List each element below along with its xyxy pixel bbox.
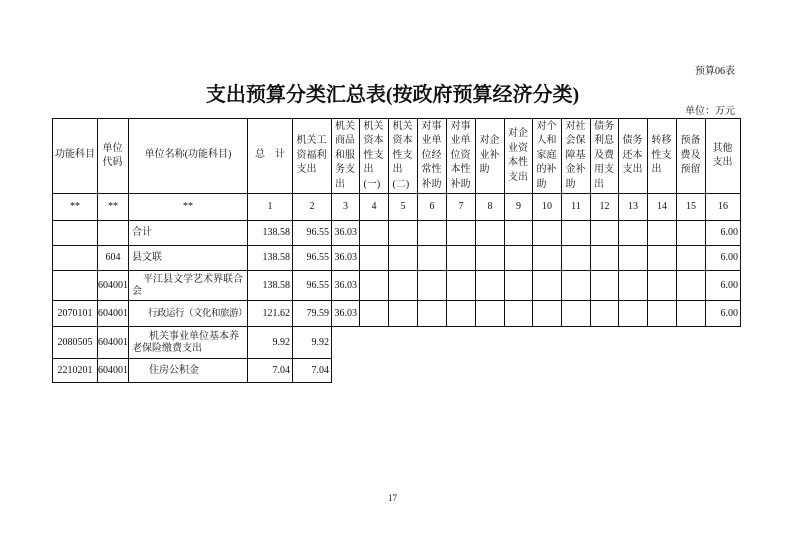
cell-empty bbox=[476, 221, 505, 246]
header-household-subsidy-label: 对个人和家庭的补助 bbox=[536, 120, 557, 190]
cell-blank bbox=[360, 359, 389, 383]
index-cell: 15 bbox=[677, 194, 706, 221]
header-func-code bbox=[53, 119, 98, 194]
cell-agency-goods-services: 36.03 bbox=[332, 246, 360, 271]
header-enterprise-subsidy-label: 对企业补助 bbox=[479, 135, 500, 176]
table-number: 预算06表 bbox=[695, 66, 735, 77]
cell-func-code bbox=[53, 271, 98, 301]
header-enterprise-capital bbox=[505, 119, 533, 194]
index-cell: 13 bbox=[619, 194, 648, 221]
cell-blank bbox=[418, 327, 447, 359]
table-row bbox=[53, 359, 741, 383]
cell-empty bbox=[447, 221, 476, 246]
cell-empty bbox=[505, 221, 533, 246]
header-agency-capital-1 bbox=[360, 119, 389, 194]
header-other-label: 其他支出 bbox=[712, 142, 733, 168]
cell-empty bbox=[447, 246, 476, 271]
cell-agency-goods-services: 36.03 bbox=[332, 301, 360, 327]
index-cell: ** bbox=[98, 194, 129, 221]
unit-label: 单位：万元 bbox=[685, 106, 735, 117]
cell-unit-code bbox=[98, 221, 129, 246]
cell-agency-wages-welfare: 79.59 bbox=[293, 301, 332, 327]
cell-empty bbox=[476, 246, 505, 271]
cell-total: 138.58 bbox=[248, 221, 293, 246]
header-transfer-label: 转移性支出 bbox=[651, 135, 672, 176]
cell-unit-name: 合计 bbox=[129, 221, 248, 246]
cell-unit-name: 平江县文学艺术界联合会 bbox=[129, 271, 248, 301]
cell-blank bbox=[533, 359, 562, 383]
table-row bbox=[53, 271, 741, 301]
header-unit-name-label: 单位名称(功能科目) bbox=[144, 149, 232, 161]
cell-func-code: 2210201 bbox=[53, 359, 98, 383]
header-agency-capital-2 bbox=[389, 119, 418, 194]
cell-func-code: 2080505 bbox=[53, 327, 98, 359]
cell-other: 6.00 bbox=[706, 301, 741, 327]
cell-empty bbox=[591, 271, 619, 301]
header-enterprise-subsidy bbox=[476, 119, 505, 194]
index-cell: 4 bbox=[360, 194, 389, 221]
cell-unit-code: 604001 bbox=[98, 271, 129, 301]
cell-empty bbox=[533, 301, 562, 327]
cell-blank bbox=[677, 327, 706, 359]
header-transfer bbox=[648, 119, 677, 194]
cell-agency-wages-welfare: 7.04 bbox=[293, 359, 332, 383]
cell-empty bbox=[418, 301, 447, 327]
cell-unit-code: 604 bbox=[98, 246, 129, 271]
index-cell: 7 bbox=[447, 194, 476, 221]
header-institution-capital-subsidy bbox=[447, 119, 476, 194]
cell-agency-goods-services: 36.03 bbox=[332, 271, 360, 301]
cell-empty bbox=[648, 221, 677, 246]
header-func-code-label: 功能科目 bbox=[55, 149, 95, 161]
cell-empty bbox=[533, 246, 562, 271]
cell-blank bbox=[533, 327, 562, 359]
cell-empty bbox=[562, 246, 591, 271]
cell-empty bbox=[418, 246, 447, 271]
cell-empty bbox=[677, 271, 706, 301]
cell-empty bbox=[389, 271, 418, 301]
header-agency-goods-services bbox=[332, 119, 360, 194]
cell-other: 6.00 bbox=[706, 221, 741, 246]
header-household-subsidy bbox=[533, 119, 562, 194]
cell-total: 9.92 bbox=[248, 327, 293, 359]
cell-blank bbox=[505, 359, 533, 383]
cell-empty bbox=[447, 271, 476, 301]
cell-unit-name: 机关事业单位基本养老保险缴费支出 bbox=[129, 327, 248, 359]
cell-empty bbox=[562, 221, 591, 246]
header-social-security-fund-subsidy bbox=[562, 119, 591, 194]
index-row bbox=[53, 194, 741, 221]
cell-empty bbox=[360, 221, 389, 246]
index-cell: 3 bbox=[332, 194, 360, 221]
cell-empty bbox=[562, 271, 591, 301]
cell-blank bbox=[332, 327, 360, 359]
index-cell: 11 bbox=[562, 194, 591, 221]
cell-empty bbox=[677, 246, 706, 271]
table-row bbox=[53, 301, 741, 327]
cell-blank bbox=[562, 359, 591, 383]
index-cell: 14 bbox=[648, 194, 677, 221]
cell-total: 121.62 bbox=[248, 301, 293, 327]
cell-agency-wages-welfare: 96.55 bbox=[293, 271, 332, 301]
cell-empty bbox=[648, 301, 677, 327]
budget-table bbox=[52, 118, 741, 383]
header-reserve bbox=[677, 119, 706, 194]
header-debt-interest-fees bbox=[591, 119, 619, 194]
cell-agency-wages-welfare: 96.55 bbox=[293, 221, 332, 246]
cell-blank bbox=[418, 359, 447, 383]
cell-blank bbox=[476, 327, 505, 359]
cell-empty bbox=[418, 221, 447, 246]
header-row bbox=[53, 119, 741, 194]
cell-blank bbox=[706, 327, 741, 359]
table-row bbox=[53, 327, 741, 359]
cell-empty bbox=[505, 246, 533, 271]
index-cell: 12 bbox=[591, 194, 619, 221]
header-unit-code bbox=[98, 119, 129, 194]
cell-agency-wages-welfare: 9.92 bbox=[293, 327, 332, 359]
index-cell: 2 bbox=[293, 194, 332, 221]
cell-blank bbox=[562, 327, 591, 359]
cell-blank bbox=[591, 359, 619, 383]
cell-agency-wages-welfare: 96.55 bbox=[293, 246, 332, 271]
cell-unit-name: 住房公积金 bbox=[129, 359, 248, 383]
header-other bbox=[706, 119, 741, 194]
header-unit-code-label: 单位代码 bbox=[102, 142, 123, 168]
cell-empty bbox=[619, 271, 648, 301]
cell-empty bbox=[619, 221, 648, 246]
cell-blank bbox=[648, 359, 677, 383]
cell-blank bbox=[706, 359, 741, 383]
index-cell: ** bbox=[53, 194, 98, 221]
index-cell: 1 bbox=[248, 194, 293, 221]
cell-empty bbox=[389, 246, 418, 271]
cell-empty bbox=[505, 271, 533, 301]
header-social-security-fund-subsidy-label: 对社会保障基金补助 bbox=[565, 120, 586, 190]
cell-unit-code: 604001 bbox=[98, 327, 129, 359]
cell-blank bbox=[360, 327, 389, 359]
cell-empty bbox=[619, 301, 648, 327]
header-enterprise-capital-label: 对企业资本性支出 bbox=[508, 128, 528, 183]
cell-empty bbox=[389, 301, 418, 327]
cell-other: 6.00 bbox=[706, 246, 741, 271]
cell-blank bbox=[619, 327, 648, 359]
cell-empty bbox=[533, 271, 562, 301]
header-total bbox=[248, 119, 293, 194]
cell-empty bbox=[677, 301, 706, 327]
cell-blank bbox=[389, 327, 418, 359]
table-row bbox=[53, 221, 741, 246]
cell-empty bbox=[591, 301, 619, 327]
cell-empty bbox=[648, 271, 677, 301]
header-reserve-label: 预备费及预留 bbox=[680, 135, 701, 176]
cell-empty bbox=[533, 221, 562, 246]
cell-blank bbox=[447, 359, 476, 383]
cell-unit-name: 县文联 bbox=[129, 246, 248, 271]
cell-empty bbox=[648, 246, 677, 271]
header-agency-goods-services-label: 机关商品和服务支出 bbox=[335, 120, 355, 190]
cell-other: 6.00 bbox=[706, 271, 741, 301]
cell-empty bbox=[418, 271, 447, 301]
cell-blank bbox=[476, 359, 505, 383]
cell-empty bbox=[476, 301, 505, 327]
page-number: 17 bbox=[388, 493, 397, 503]
cell-blank bbox=[677, 359, 706, 383]
index-cell: ** bbox=[129, 194, 248, 221]
cell-total: 138.58 bbox=[248, 246, 293, 271]
header-agency-capital-1-label: 机关资本性支出(一) bbox=[363, 120, 384, 190]
index-cell: 9 bbox=[505, 194, 533, 221]
cell-blank bbox=[389, 359, 418, 383]
header-debt-principal bbox=[619, 119, 648, 194]
header-unit-name bbox=[129, 119, 248, 194]
header-institution-capital-subsidy-label: 对事业单位资本性补助 bbox=[450, 120, 471, 190]
index-cell: 16 bbox=[706, 194, 741, 221]
index-cell: 8 bbox=[476, 194, 505, 221]
cell-unit-code: 604001 bbox=[98, 359, 129, 383]
index-cell: 10 bbox=[533, 194, 562, 221]
cell-func-code bbox=[53, 246, 98, 271]
index-cell: 6 bbox=[418, 194, 447, 221]
index-cell: 5 bbox=[389, 194, 418, 221]
cell-empty bbox=[360, 271, 389, 301]
page-title: 支出预算分类汇总表(按政府预算经济分类) bbox=[205, 84, 580, 106]
header-debt-principal-label: 债务还本支出 bbox=[622, 135, 643, 176]
table-row bbox=[53, 246, 741, 271]
header-agency-wages-welfare-label: 机关工资福利支出 bbox=[296, 135, 327, 176]
cell-empty bbox=[591, 246, 619, 271]
header-institution-recurrent-subsidy-label: 对事业单位经常性补助 bbox=[421, 120, 442, 190]
cell-blank bbox=[648, 327, 677, 359]
cell-blank bbox=[332, 359, 360, 383]
cell-total: 7.04 bbox=[248, 359, 293, 383]
cell-unit-code: 604001 bbox=[98, 301, 129, 327]
cell-unit-name: 行政运行（文化和旅游） bbox=[129, 301, 248, 327]
cell-blank bbox=[447, 327, 476, 359]
header-institution-recurrent-subsidy bbox=[418, 119, 447, 194]
cell-total: 138.58 bbox=[248, 271, 293, 301]
cell-empty bbox=[677, 221, 706, 246]
cell-empty bbox=[619, 246, 648, 271]
cell-func-code bbox=[53, 221, 98, 246]
cell-agency-goods-services: 36.03 bbox=[332, 221, 360, 246]
cell-empty bbox=[505, 301, 533, 327]
cell-empty bbox=[389, 221, 418, 246]
cell-empty bbox=[476, 271, 505, 301]
cell-blank bbox=[505, 327, 533, 359]
header-debt-interest-fees-label: 债务利息及费用支出 bbox=[594, 120, 614, 190]
cell-blank bbox=[591, 327, 619, 359]
header-agency-capital-2-label: 机关资本性支出(二) bbox=[392, 120, 413, 190]
header-agency-wages-welfare bbox=[293, 119, 332, 194]
cell-func-code: 2070101 bbox=[53, 301, 98, 327]
cell-empty bbox=[562, 301, 591, 327]
cell-empty bbox=[360, 301, 389, 327]
cell-empty bbox=[360, 246, 389, 271]
cell-blank bbox=[619, 359, 648, 383]
cell-empty bbox=[447, 301, 476, 327]
cell-empty bbox=[591, 221, 619, 246]
header-total-label: 总 计 bbox=[255, 149, 285, 161]
